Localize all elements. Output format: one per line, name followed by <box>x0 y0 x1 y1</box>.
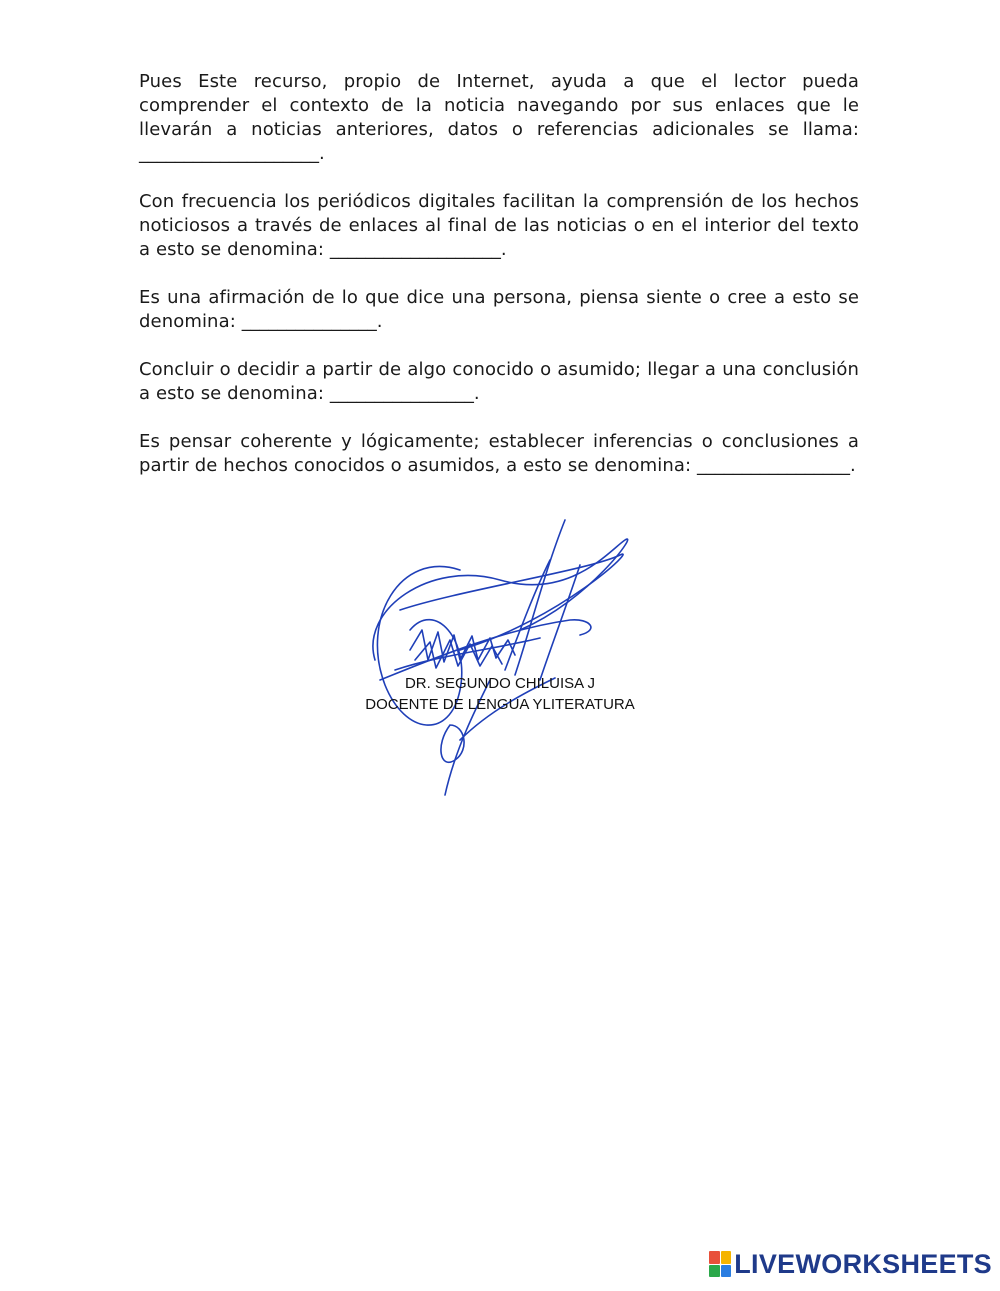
handwritten-signature <box>340 510 660 810</box>
question-paragraph-3: Es una afirmación de lo que dice una persona, piensa siente o cree a esto se denomina: _______________. <box>139 287 859 332</box>
answer-blank-3[interactable]: _______________. <box>241 311 383 332</box>
answer-blank-5[interactable]: _________________. <box>697 455 856 476</box>
liveworksheets-brand <box>709 1249 992 1279</box>
brand-wordmark: LIVEWORKSHEETS <box>734 1249 992 1279</box>
question-paragraph-5: Es pensar coherente y lógicamente; establecer inferencias o conclusiones a partir de hechos conocidos o asumidos, a esto se denomina: _________________. <box>139 431 859 476</box>
answer-blank-4[interactable]: ________________. <box>329 383 480 404</box>
logo-square-green <box>709 1265 720 1278</box>
answer-blank-1[interactable]: ____________________. <box>139 143 325 164</box>
document-body <box>139 70 859 502</box>
answer-blank-2[interactable]: ___________________. <box>329 239 507 260</box>
question-paragraph-2: Con frecuencia los periódicos digitales facilitan la comprensión de los hechos noticiosos a través de enlaces al final de las noticias o en el interior del texto a esto se denomina: ___________________. <box>139 191 859 260</box>
signature-strokes <box>373 520 628 795</box>
logo-square-blue <box>721 1265 732 1278</box>
question-paragraph-4: Concluir o decidir a partir de algo conocido o asumido; llegar a una conclusión a esto se denomina: ________________. <box>139 359 859 404</box>
liveworksheets-logo-icon <box>709 1251 731 1277</box>
logo-square-red <box>709 1251 720 1264</box>
signer-name: DR. SEGUNDO CHILUISA J <box>404 675 596 692</box>
signer-title: DOCENTE DE LENGUA YLITERATURA <box>365 696 635 713</box>
logo-square-yellow <box>721 1251 732 1264</box>
question-paragraph-1: Pues Este recurso, propio de Internet, ayuda a que el lector pueda comprender el contexto de la noticia navegando por sus enlaces que le llevarán a noticias anteriores, datos o referencias adicionales se llama: ____________________. <box>139 71 859 164</box>
signature-block <box>340 510 660 810</box>
